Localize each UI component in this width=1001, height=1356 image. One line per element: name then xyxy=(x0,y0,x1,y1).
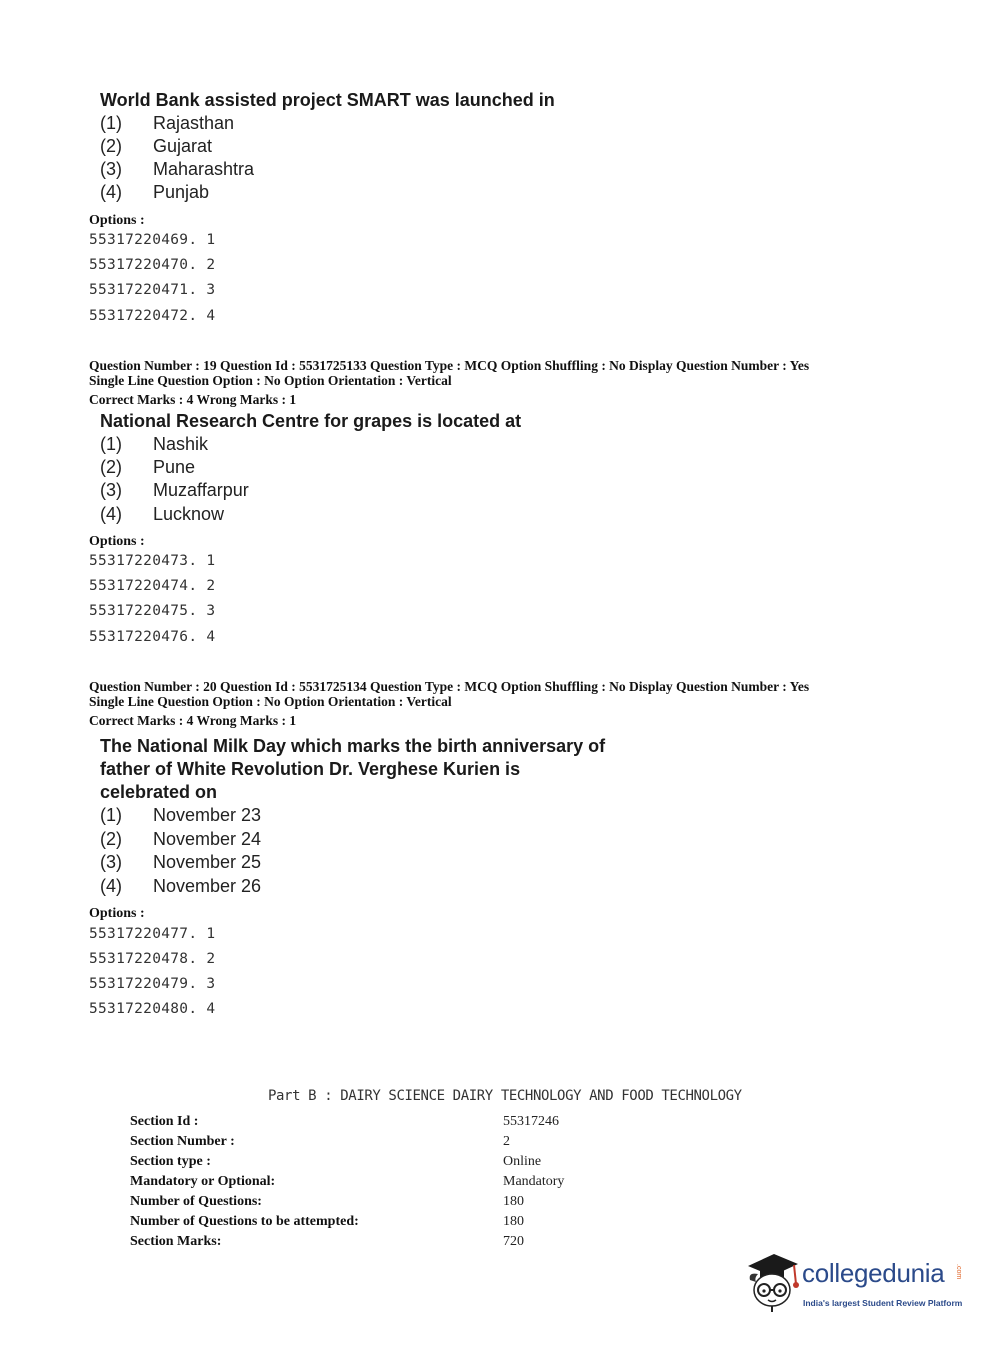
section-info-key: Section Number : xyxy=(130,1134,235,1149)
logo-com-suffix: .com xyxy=(955,1264,962,1280)
option-id: 55317220474. 2 xyxy=(89,578,216,594)
section-info-value: 2 xyxy=(503,1134,510,1149)
option-id: 55317220469. 1 xyxy=(89,232,216,248)
option-id: 55317220478. 2 xyxy=(89,951,216,967)
section-info-row xyxy=(130,1194,730,1214)
question-20-text-line-1: The National Milk Day which marks the birth anniversary of xyxy=(100,736,606,756)
question-20-text-line-3: celebrated on xyxy=(100,782,218,802)
options-label: Options : xyxy=(89,906,145,921)
section-info-row xyxy=(130,1214,730,1234)
section-info-key: Section type : xyxy=(130,1154,211,1169)
question-20-option-3: (3) November 25 xyxy=(100,852,262,872)
question-18-option-4: (4) Punjab xyxy=(100,182,210,202)
option-id: 55317220470. 2 xyxy=(89,257,216,273)
question-19-option-2: (2) Pune xyxy=(100,457,196,477)
question-20-option-1: (1) November 23 xyxy=(100,805,262,825)
section-info-value: 180 xyxy=(503,1194,524,1209)
collegedunia-logo xyxy=(740,1248,980,1320)
option-id: 55317220476. 4 xyxy=(89,629,216,645)
question-19-option-1: (1) Nashik xyxy=(100,434,209,454)
section-info-value: 180 xyxy=(503,1214,524,1229)
section-info-row xyxy=(130,1234,730,1254)
section-info-key: Section Id : xyxy=(130,1114,199,1129)
section-info-key: Mandatory or Optional: xyxy=(130,1174,276,1189)
question-20-option-4: (4) November 26 xyxy=(100,876,262,896)
option-id: 55317220479. 3 xyxy=(89,976,216,992)
option-id: 55317220471. 3 xyxy=(89,282,216,298)
section-info-value: 720 xyxy=(503,1234,524,1249)
question-20-marks: Correct Marks : 4 Wrong Marks : 1 xyxy=(89,713,297,728)
section-info-row xyxy=(130,1174,730,1194)
question-19-meta: Question Number : 19 Question Id : 5531725133 Question Type : MCQ Option Shuffling : No Display Question Number : Yes xyxy=(89,358,810,373)
question-19-option-3: (3) Muzaffarpur xyxy=(100,480,249,500)
option-id: 55317220475. 3 xyxy=(89,603,216,619)
question-19-marks: Correct Marks : 4 Wrong Marks : 1 xyxy=(89,392,297,407)
option-id: 55317220472. 4 xyxy=(89,308,216,324)
question-18-text: World Bank assisted project SMART was launched in xyxy=(100,90,555,110)
question-20-meta: Question Number : 20 Question Id : 5531725134 Question Type : MCQ Option Shuffling : No Display Question Number : Yes xyxy=(89,679,810,694)
option-id: 55317220480. 4 xyxy=(89,1001,216,1017)
option-id: 55317220477. 1 xyxy=(89,926,216,942)
question-19-meta-2: Single Line Question Option : No Option Orientation : Vertical xyxy=(89,373,452,388)
section-info-key: Number of Questions to be attempted: xyxy=(130,1214,359,1229)
question-18-option-3: (3) Maharashtra xyxy=(100,159,255,179)
question-20-option-2: (2) November 24 xyxy=(100,829,262,849)
section-info-value: Mandatory xyxy=(503,1174,565,1189)
question-18-option-1: (1) Rajasthan xyxy=(100,113,235,133)
section-info-row xyxy=(130,1154,730,1174)
student-mascot-icon xyxy=(740,1250,802,1312)
section-info-key: Number of Questions: xyxy=(130,1194,262,1209)
section-info-value: 55317246 xyxy=(503,1114,559,1129)
options-label: Options : xyxy=(89,213,145,228)
logo-wordmark: collegedunia xyxy=(802,1258,945,1288)
option-id: 55317220473. 1 xyxy=(89,553,216,569)
question-20-meta-2: Single Line Question Option : No Option Orientation : Vertical xyxy=(89,694,452,709)
options-label: Options : xyxy=(89,534,145,549)
question-19-text: National Research Centre for grapes is located at xyxy=(100,411,522,431)
part-title: Part B : DAIRY SCIENCE DAIRY TECHNOLOGY AND FOOD TECHNOLOGY xyxy=(268,1088,742,1104)
section-info-value: Online xyxy=(503,1154,542,1169)
section-info-row xyxy=(130,1134,730,1154)
question-19-option-4: (4) Lucknow xyxy=(100,504,225,524)
section-info-row xyxy=(130,1114,730,1134)
logo-tagline: India's largest Student Review Platform xyxy=(803,1298,963,1308)
question-18-option-2: (2) Gujarat xyxy=(100,136,213,156)
section-info-key: Section Marks: xyxy=(130,1234,222,1249)
question-20-text-line-2: father of White Revolution Dr. Verghese Kurien is xyxy=(100,759,521,779)
